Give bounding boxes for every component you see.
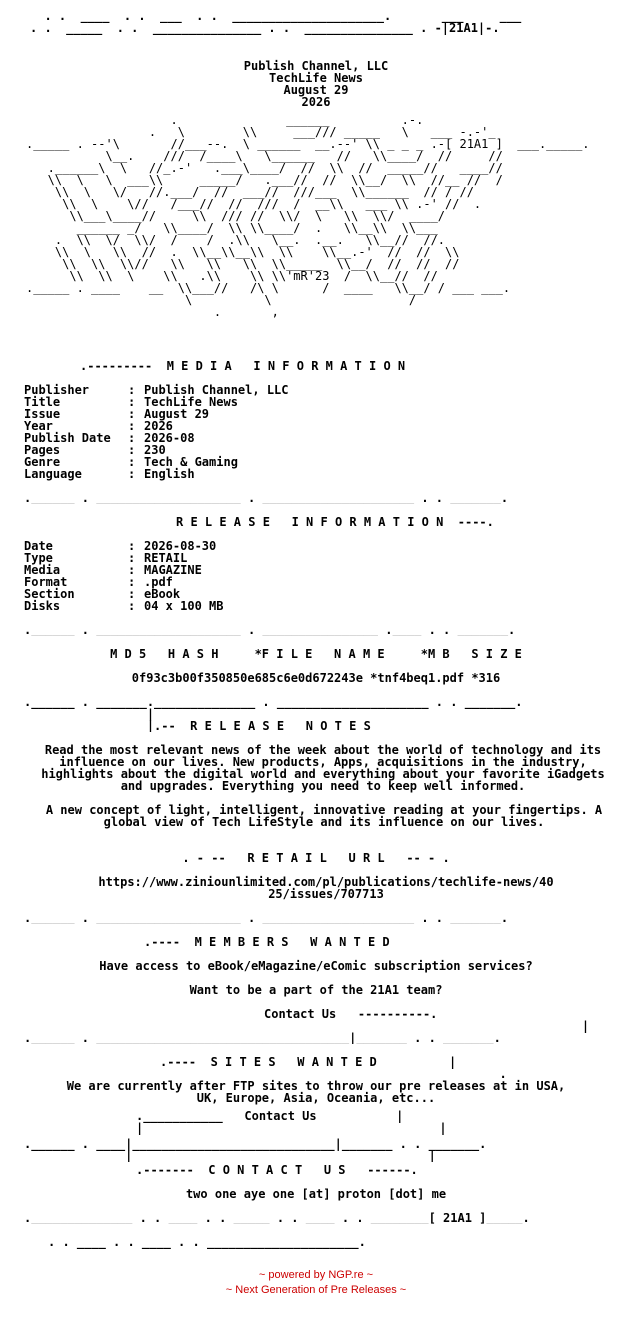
- media-key: Pages: [24, 443, 61, 457]
- media-row: Language : English: [24, 467, 195, 481]
- media-value: August 29: [144, 407, 210, 421]
- media-title-rule: .--------- M E D I A I N F O R M A T I O N: [80, 359, 406, 373]
- ascii-art-logo: . ______ .-. . \ \\ ___/// _____ \ ___ -.-'_ ._____ . --'\ //___--. \ ______ __.--' \\ _ _ _ .-[ 21A1 ] ___._____. \__. /// /____\ \______ // \\____/ // // .______\ \ //_.-' .___\____/ // \\ // _____// ____// \\ \ \ ___\\ _____/ .___// // \\__/ \\ //__ // / \\ \ \/ //.___/ // ___// ///___ \\______ // / // \\ \ \// /___// // /// / __\\ ___ \\ .-' // . \\___\____// \\ /// // \\/ \ \\ \\/ ____/ ______ _/ \\____/ \\ \\____/ . \\__\\ \\___ . \\ \/ \\/ / / .\\ \__. .__. \\__// //. \\ \ \\ // . \\__\\__\\ \\ \\__.-' // // \\ \\ \\ \\// \\ \\ \\ \\_____ \\__/ // // // \\ \\ \ \\ .\\ \\ \\'mR'23 / \\__// // ._____ . ____ __ \\___// /\ \ / ____ \\__/ / ___ ___. \ \ / . ,: [26, 113, 590, 319]
- retail-url[interactable]: https://www.ziniounlimited.com/pl/publications/techlife-news/4025/issues/707713: [98, 875, 554, 901]
- media-row: Publish Date : 2026-08: [24, 431, 195, 445]
- members-title: M E M B E R S W A N T E D: [194, 935, 390, 949]
- media-row: Publisher : Publish Channel, LLC: [24, 383, 289, 397]
- divider: .______________ . . ____ . . _____ . . ____ . . ________[ 21A1 ]_____.: [24, 1212, 530, 1224]
- sites-text: We are currently after FTP sites to throw our pre releases at in USA, UK, Europe, Asia, Oceania, etc...: [66, 1079, 566, 1105]
- header-issue: August 29: [283, 83, 349, 97]
- release-title: R E L E A S E I N F O R M A T I O N: [176, 515, 444, 529]
- hash-line: 0f93c3b00f350850e685c6e0d672243e *tnf4beq1.pdf *316: [131, 671, 501, 685]
- media-info-table: [24, 384, 616, 480]
- release-key: Section: [24, 587, 75, 601]
- retail-title: R E T A I L U R L: [247, 851, 385, 865]
- notes-paragraph-2: A new concept of light, intelligent, innovative reading at your fingertips. A global view of Tech LifeStyle and its influence on our lives.: [45, 803, 603, 829]
- media-key: Language: [24, 467, 82, 481]
- footer-powered: ~ powered by NGP.re ~: [258, 1269, 374, 1281]
- release-row: Disks : 04 x 100 MB: [24, 599, 224, 613]
- release-value: eBook: [144, 587, 181, 601]
- release-row: Media : MAGAZINE: [24, 563, 202, 577]
- media-row: Issue : August 29: [24, 407, 210, 421]
- release-key: Disks: [24, 599, 61, 613]
- media-key: Publish Date: [24, 431, 111, 445]
- sites-title-rule: .---- S I T E S W A N T E D | .: [160, 1055, 507, 1081]
- release-value: .pdf: [144, 575, 173, 589]
- release-key: Media: [24, 563, 61, 577]
- footer-group-tag: [ 21A1 ]: [428, 1212, 487, 1224]
- header-publisher: Publish Channel, LLC: [243, 59, 389, 73]
- media-value: Publish Channel, LLC: [144, 383, 289, 397]
- media-key: Issue: [24, 407, 61, 421]
- media-row: Title : TechLife News: [24, 395, 238, 409]
- release-key: Format: [24, 575, 68, 589]
- members-contact-link[interactable]: Contact Us: [264, 1007, 337, 1021]
- contact-title-rule: .------- C O N T A C T U S ------.: [136, 1163, 418, 1177]
- top-border-art: . . ____ . . ___ . . _____________________. ___ ___ . . _____ . . _______________ . . _______________ . -|21A1|-.: [30, 9, 522, 35]
- contact-title: C O N T A C T U S: [208, 1163, 346, 1177]
- release-key: Type: [24, 551, 53, 565]
- notes-title: R E L E A S E N O T E S: [190, 719, 371, 732]
- divider: .______ . ____________________ . ________________ .____ . . _______.: [24, 624, 516, 636]
- divider: .______ . ____________________ . _____________________ . . _______.: [24, 912, 509, 924]
- bottom-border-art: . . ____ . . ____ . . _____________________.: [48, 1235, 366, 1249]
- sites-contact-link[interactable]: Contact Us: [244, 1109, 317, 1123]
- release-key: Date: [24, 539, 53, 553]
- members-title-rule: .---- M E M B E R S W A N T E D: [144, 935, 390, 949]
- media-value: 230: [144, 443, 166, 457]
- release-value: MAGAZINE: [144, 563, 202, 577]
- media-value: 2026: [144, 419, 173, 433]
- release-value: 04 x 100 MB: [144, 599, 224, 613]
- media-value: 2026-08: [144, 431, 195, 445]
- title-block: [0, 60, 632, 108]
- divider: .______ . ____________________ . _____________________ . . _______.: [24, 492, 509, 504]
- media-key: Title: [24, 395, 61, 409]
- notes-paragraph-1: Read the most relevant news of the week about the world of technology and its influence on our lives. New products, Apps, acquisitions in the industry, highlights about the digital world and everything about your favorite iGadgets and upgrades. Everything you need to keep well informed.: [41, 743, 605, 793]
- divider: .______ . ___________________________________|_______ . . _______.: [24, 1032, 501, 1044]
- members-line-2: Want to be a part of the 21A1 team?: [189, 983, 443, 997]
- media-key: Year: [24, 419, 53, 433]
- footer-tagline: ~ Next Generation of Pre Releases ~: [225, 1284, 407, 1296]
- media-value: TechLife News: [144, 395, 238, 409]
- release-row: Date : 2026-08-30: [24, 539, 217, 553]
- divider: .______ . _______.______________ . _____________________ . . _______. | |.-- R E L E A S E N O T E S: [24, 696, 523, 732]
- release-title-rule: R E L E A S E I N F O R M A T I O N ----.: [176, 515, 494, 529]
- hash-header: M D 5 H A S H *F I L E N A M E *M B S I Z E: [110, 647, 522, 661]
- media-title: M E D I A I N F O R M A T I O N: [166, 359, 406, 373]
- media-key: Genre: [24, 455, 61, 469]
- media-row: Genre : Tech & Gaming: [24, 455, 238, 469]
- release-row: Section : eBook: [24, 587, 181, 601]
- header-year: 2026: [301, 95, 331, 109]
- retail-title-rule: . - -- R E T A I L U R L -- - .: [182, 851, 450, 865]
- divider: .______ . ____|____________________________|_______ . . _______. | |: [24, 1138, 487, 1162]
- release-row: Type : RETAIL: [24, 551, 188, 565]
- members-contact-rule: Contact Us ----------. |: [264, 1007, 590, 1033]
- release-info-table: [24, 540, 616, 612]
- members-line-1: Have access to eBook/eMagazine/eComic subscription services?: [99, 959, 533, 973]
- release-value: RETAIL: [144, 551, 188, 565]
- media-value: English: [144, 467, 195, 481]
- media-row: Pages : 230: [24, 443, 166, 457]
- media-value: Tech & Gaming: [144, 455, 238, 469]
- release-row: Format : .pdf: [24, 575, 173, 589]
- media-row: Year : 2026: [24, 419, 173, 433]
- release-value: 2026-08-30: [144, 539, 217, 553]
- contact-email: two one aye one [at] proton [dot] me: [185, 1187, 447, 1201]
- media-key: Publisher: [24, 383, 90, 397]
- sites-contact-rule: .___________ Contact Us | | |: [136, 1109, 447, 1135]
- header-magazine: TechLife News: [269, 71, 363, 85]
- sites-title: S I T E S W A N T E D: [210, 1055, 377, 1069]
